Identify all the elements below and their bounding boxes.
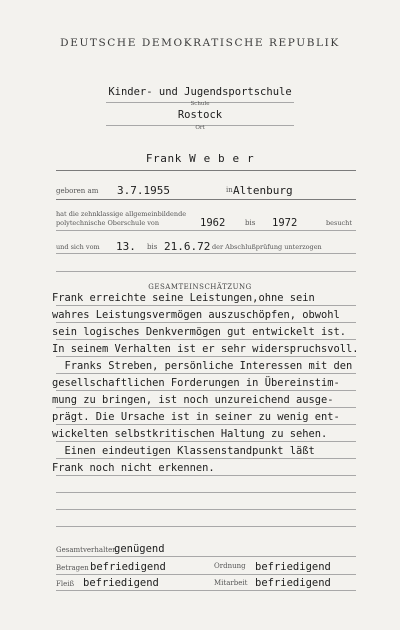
exam-line [56, 253, 356, 254]
ruled-line [56, 526, 356, 527]
ruled-line [56, 509, 356, 510]
fleiss-label: Fleiß [56, 580, 75, 588]
attendance-line2: polytechnische Oberschule von [56, 219, 160, 227]
assessment-line: mung zu bringen, ist noch unzureichend ausge- [52, 394, 334, 406]
attendance-bis: bis [245, 219, 256, 227]
school-name: Kinder- und Jugendsportschule [108, 86, 292, 98]
ruled-line [56, 305, 356, 306]
attendance-to: 1972 [272, 217, 298, 229]
assessment-line: Franks Streben, persönliche Interessen mit den [52, 360, 353, 372]
student-name: Frank W e b e r [145, 152, 255, 165]
betragen-label: Betragen [56, 564, 89, 572]
assessment-line: wickelten selbstkritischen Haltung zu sehen. [52, 428, 328, 440]
ruled-line [56, 458, 356, 459]
ruled-line [56, 475, 356, 476]
exam-to: 21.6.72 [164, 240, 211, 253]
name-line [56, 170, 356, 171]
ordnung-label: Ordnung [214, 562, 246, 570]
attendance-line [56, 230, 356, 231]
fleiss-value: befriedigend [83, 577, 159, 589]
mitarbeit-label: Mitarbeit [214, 579, 248, 587]
ruled-line [56, 424, 356, 425]
fleiss-line [56, 590, 356, 591]
exam-bis: bis [147, 243, 158, 251]
ordnung-value: befriedigend [255, 561, 331, 573]
assessment-line: In seinem Verhalten ist er sehr widerspruchsvoll. [52, 343, 359, 355]
country-heading: DEUTSCHE DEMOKRATISCHE REPUBLIK [60, 37, 340, 49]
attendance-line1: hat die zehnklassige allgemeinbildende [56, 210, 187, 218]
assessment-line: gesellschaftlichen Forderungen in Übereinstim- [52, 377, 340, 389]
exam-label: und sich vom [56, 243, 100, 251]
ruled-line [56, 356, 356, 357]
ruled-line [56, 339, 356, 340]
assessment-line: prägt. Die Ursache ist in seiner zu wenig ent- [52, 411, 340, 423]
assessment-line: sein logisches Denkvermögen gut entwickelt ist. [52, 326, 347, 338]
spacer-line [56, 271, 356, 272]
gesamtverhalten-value: genügend [114, 543, 165, 555]
ruled-line [56, 322, 356, 323]
assessment-line: wahres Leistungsvermögen auszuschöpfen, obwohl [52, 309, 340, 321]
mitarbeit-value: befriedigend [255, 577, 331, 589]
attendance-suffix: besucht [326, 219, 352, 227]
birth-line [56, 199, 356, 200]
ruled-line [56, 390, 356, 391]
exam-suffix: der Abschlußprüfung unterzogen [212, 243, 322, 251]
exam-from: 13. [116, 240, 136, 253]
gesamtverhalten-label: Gesamtverhalten [56, 546, 117, 554]
betragen-line [56, 574, 356, 575]
ruled-line [56, 407, 356, 408]
birth-date: 3.7.1955 [117, 184, 170, 197]
birth-place: Altenburg [233, 184, 293, 197]
school-caption: Schule [190, 101, 210, 107]
birth-place-label: in [226, 186, 233, 194]
assessment-line: Frank erreichte seine Leistungen,ohne sein [52, 292, 315, 304]
town-caption: Ort [195, 125, 205, 131]
town: Rostock [177, 109, 223, 121]
ruled-line [56, 492, 356, 493]
birth-label: geboren am [56, 187, 99, 195]
ruled-line [56, 441, 356, 442]
betragen-value: befriedigend [90, 561, 166, 573]
ruled-line [56, 373, 356, 374]
assessment-heading: GESAMTEINSCHÄTZUNG [148, 283, 252, 291]
assessment-line: Frank noch nicht erkennen. [52, 462, 215, 474]
attendance-from: 1962 [200, 217, 226, 229]
gesamtverhalten-line [56, 556, 356, 557]
assessment-line: Einen eindeutigen Klassenstandpunkt läßt [52, 445, 315, 457]
